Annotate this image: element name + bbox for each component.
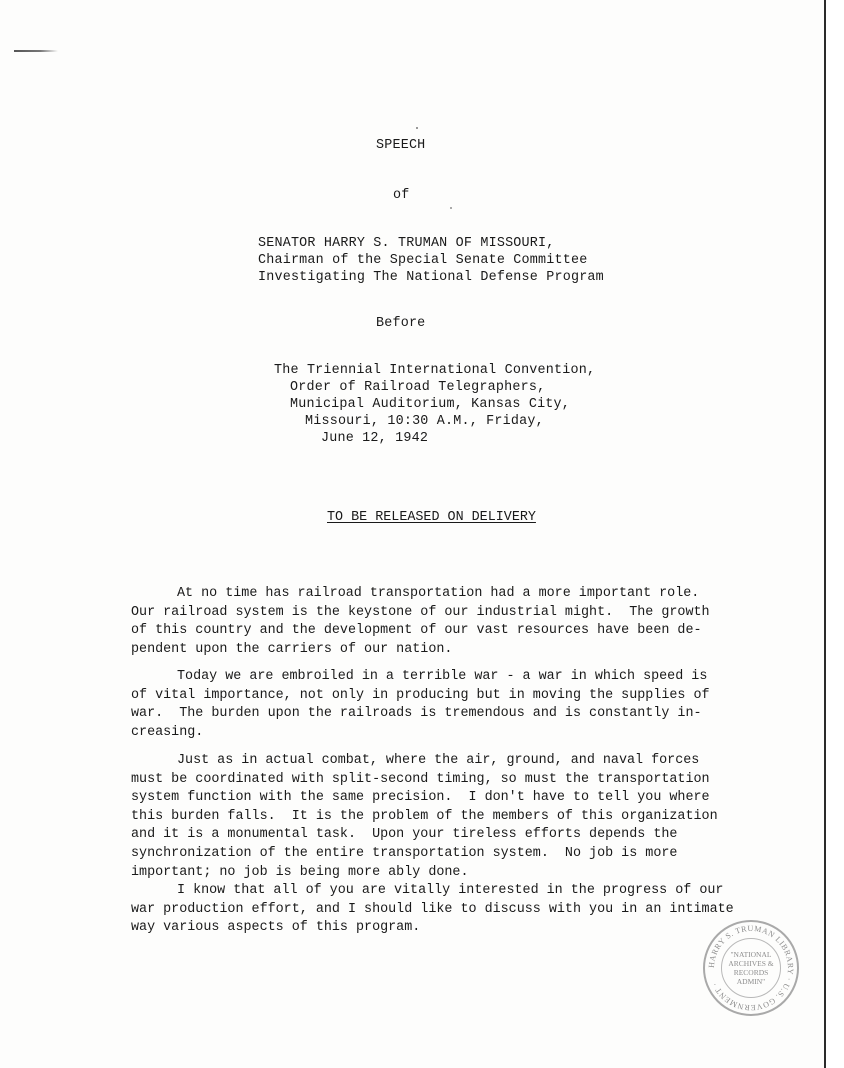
venue-line3: Municipal Auditorium, Kansas City, xyxy=(290,397,571,412)
venue-line1: The Triennial International Convention, xyxy=(274,363,596,378)
stamp-center-text xyxy=(705,950,797,986)
stamp-text-line: "NATIONAL xyxy=(730,950,772,959)
paragraph-line: synchronization of the entire transportation system. No job is more xyxy=(131,845,678,861)
paper-speck xyxy=(450,207,452,209)
paragraph-line: pendent upon the carriers of our nation. xyxy=(131,641,453,657)
paragraph-3 xyxy=(131,752,751,882)
paragraph-4 xyxy=(131,882,751,938)
paragraph-line: creasing. xyxy=(131,724,204,740)
paragraph-line: way various aspects of this program. xyxy=(131,920,421,936)
paragraph-line: war production effort, and I should like to discuss with you in an intimate xyxy=(131,901,734,917)
paragraph-line: war. The burden upon the railroads is tremendous and is constantly in- xyxy=(131,706,702,722)
speaker-title-line1: Chairman of the Special Senate Committee xyxy=(258,253,588,268)
paper-speck xyxy=(416,127,418,129)
speaker-name: SENATOR HARRY S. TRUMAN OF MISSOURI, xyxy=(258,236,555,251)
of-line: of xyxy=(393,188,410,203)
venue-line4: Missouri, 10:30 A.M., Friday, xyxy=(305,414,544,429)
venue-line2: Order of Railroad Telegraphers, xyxy=(290,380,546,395)
paragraph-line: this burden falls. It is the problem of the members of this organization xyxy=(131,808,718,824)
before-line: Before xyxy=(376,316,426,331)
stamp-text-line: ARCHIVES & xyxy=(728,959,774,968)
paragraph-line: must be coordinated with split-second timing, so must the transportation xyxy=(131,771,710,787)
paragraph-line: Our railroad system is the keystone of our industrial might. The growth xyxy=(131,604,710,620)
paragraph-line: and it is a monumental task. Upon your tireless efforts depends the xyxy=(131,827,678,843)
stamp-ring-text: HARRY S. TRUMAN LIBRARY · U.S. GOVERNMENT · xyxy=(706,923,796,1013)
paragraph-2 xyxy=(131,668,751,742)
edge-mark xyxy=(14,50,58,52)
release-notice: TO BE RELEASED ON DELIVERY xyxy=(327,510,536,525)
archive-stamp-icon xyxy=(703,920,799,1016)
paragraph-line: system function with the same precision. I don't have to tell you where xyxy=(131,790,710,806)
paragraph-1 xyxy=(131,585,751,659)
venue-date: June 12, 1942 xyxy=(321,431,429,446)
speaker-title-line2: Investigating The National Defense Program xyxy=(258,270,604,285)
stamp-text-line: ADMIN" xyxy=(736,977,766,986)
paragraph-line: At no time has railroad transportation had a more important role. xyxy=(177,586,700,601)
speech-title: SPEECH xyxy=(376,138,426,153)
paragraph-line: of this country and the development of our vast resources have been de- xyxy=(131,623,702,639)
paragraph-line: Today we are embroiled in a terrible war - a war in which speed is xyxy=(177,669,708,684)
paragraph-line: important; no job is being more ably done. xyxy=(131,864,469,880)
stamp-text-line: RECORDS xyxy=(733,968,769,977)
paragraph-line: of vital importance, not only in producing but in moving the supplies of xyxy=(131,687,710,703)
paragraph-line: Just as in actual combat, where the air, ground, and naval forces xyxy=(177,753,700,768)
paragraph-line: I know that all of you are vitally interested in the progress of our xyxy=(177,883,724,898)
